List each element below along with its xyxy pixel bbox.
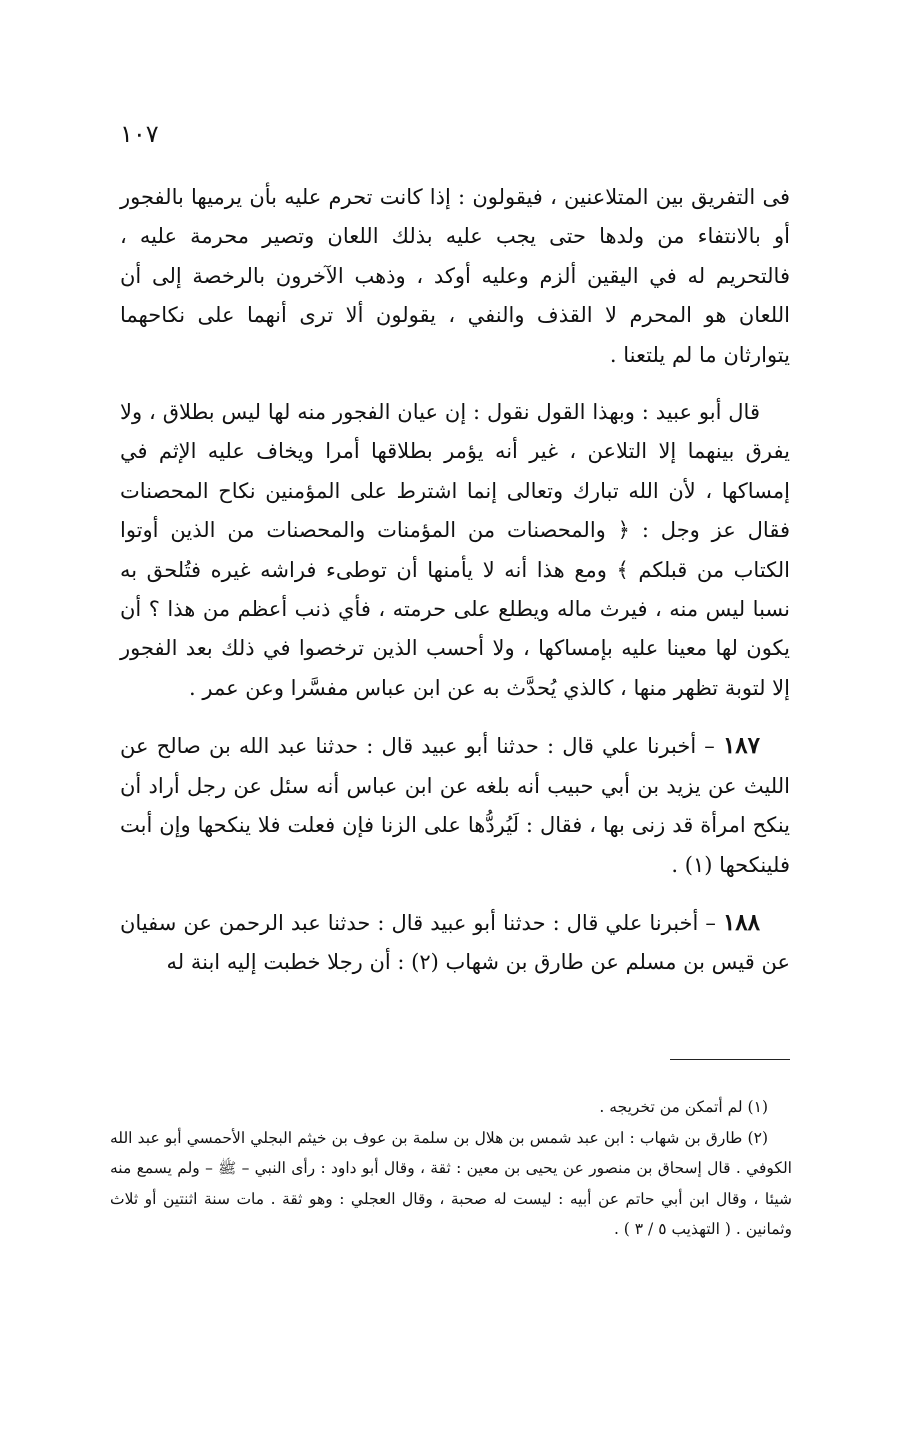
main-text [120,178,790,983]
hadith-paragraph [120,903,790,983]
footnotes [110,1092,792,1245]
footnote: (١) لم أتمكن من تخريجه . [599,1098,768,1116]
hadith-paragraph [120,726,790,885]
footnote [110,1123,792,1245]
footnote-text: (٢) طارق بن شهاب : ابن عبد شمس بن هلال بن سلمة بن عوف بن خيثم البجلي الأحمسي أبو عبد الله الكوفي . قال إسحاق بن منصور عن يحيى بن معين : ثقة ، وقال أبو داود : رأى النبي – [110,1128,792,1177]
hadith-text: – أخبرنا علي قال : حدثنا أبو عبيد قال : حدثنا عبد الله بن صالح عن الليث عن يزيد بن أبي حبيب أنه بلغه عن ابن عباس أنه سئل عن رجل أراد أن ينكح امرأة قد زنى بها ، فقال : لَيُردُّها على الزنا فإن فعلت فلا ينكحها وإن أبت فلينكحها (١) . [120,734,790,877]
hadith-number: ١٨٨ [722,908,760,936]
paragraph: فى التفريق بين المتلاعنين ، فيقولون : إذا كانت تحرم عليه بأن يرميها بالفجور أو بالانتفاء من ولدها حتى يجب عليه بذلك اللعان وتصير محرمة عليه ، فالتحريم له في اليقين ألزم وعليه أوكد ، وذهب الآخرون بالرخصة إلى أن اللعان هو المحرم لا القذف والنفي ، يقولون ألا ترى أنهما على نكاحهما يتوارثان ما لم يلتعنا . [120,185,790,367]
footnote-text: – ولم يسمع منه شيئا ، وقال ابن أبي حاتم عن أبيه : ليست له صحبة ، وقال العجلي : وهو ثقة . مات سنة اثنتين أو ثلاث وثمانين . ( التهذيب ٥ / ٣ ) . [110,1159,792,1238]
hadith-number: ١٨٧ [722,732,760,760]
page-number: ١٠٧ [120,120,159,148]
footnote-divider [670,1059,790,1060]
salawat-honorific: ﷺ [218,1159,237,1177]
paragraph: قال أبو عبيد : وبهذا القول نقول : إن عيان الفجور منه لها ليس بطلاق ، ولا يفرق بينهما إلا التلاعن ، غير أنه يؤمر بطلاقها أمرا ويخاف عليه الإثم في إمساكها ، لأن الله تبارك وتعالى إنما اشترط على المؤمنين نكاح المحصنات فقال عز وجل : ﴿ والمحصنات من المؤمنات والمحصنات من الذين أوتوا الكتاب من قبلكم ﴾ ومع هذا أنه لا يأمنها أن توطىء فراشه غيره فتُلحق به نسبا ليس منه ، فيرث ماله ويطلع على حرمته ، فأي ذنب أعظم من هذا ؟ أن يكون لها معينا عليه بإمساكها ، ولا أحسب الذين ترخصوا في ذلك بعد الفجور إلا لتوبة تظهر منها ، كالذي يُحدَّث به عن ابن عباس مفسَّرا وعن عمر . [120,400,790,700]
hadith-text: – أخبرنا علي قال : حدثنا أبو عبيد قال : حدثنا عبد الرحمن عن سفيان عن قيس بن مسلم عن طارق بن شهاب (٢) : أن رجلا خطبت إليه ابنة له [120,910,790,975]
